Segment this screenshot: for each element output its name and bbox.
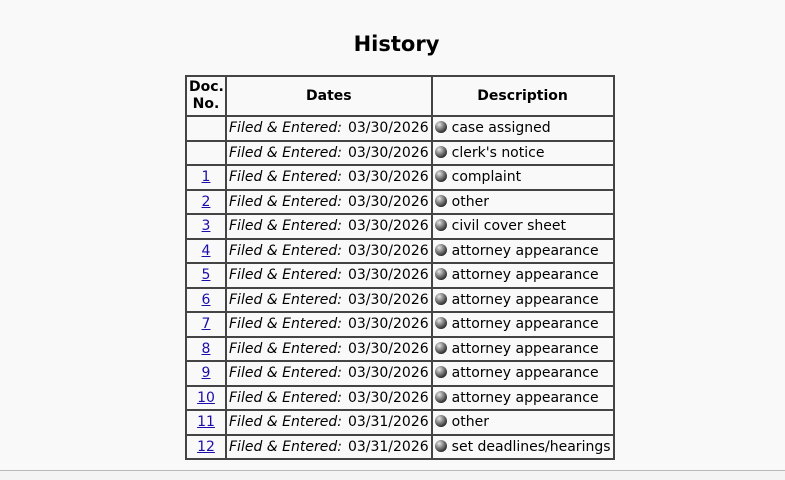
- dates-cell: [226, 263, 432, 288]
- document-link[interactable]: 6: [201, 291, 211, 308]
- page-title: History: [353, 32, 440, 56]
- filed-entered-label: Filed & Entered:: [229, 316, 342, 333]
- document-link[interactable]: 10: [197, 389, 215, 406]
- description-cell: [432, 337, 614, 362]
- description-text: attorney appearance: [451, 316, 599, 333]
- description-text: attorney appearance: [451, 291, 599, 308]
- dates-cell: [226, 141, 432, 166]
- description-cell: [432, 141, 614, 166]
- filed-date: 03/30/2026: [347, 291, 429, 308]
- description-text: attorney appearance: [451, 365, 599, 382]
- doc-no-cell: [186, 214, 226, 239]
- filed-entered-label: Filed & Entered:: [229, 340, 342, 357]
- description-cell: [432, 410, 614, 435]
- description-text: complaint: [451, 169, 522, 186]
- table-body: [186, 116, 614, 459]
- filed-entered-label: Filed & Entered:: [229, 120, 342, 137]
- sphere-bullet-icon: [435, 121, 447, 133]
- dates-cell: [226, 165, 432, 190]
- table-row: [186, 312, 614, 337]
- description-cell: [432, 288, 614, 313]
- description-cell: [432, 116, 614, 141]
- filed-date: 03/30/2026: [347, 267, 429, 284]
- description-cell: [432, 239, 614, 264]
- filed-date: 03/30/2026: [347, 169, 429, 186]
- filed-entered-label: Filed & Entered:: [229, 438, 342, 455]
- doc-no-cell: [186, 312, 226, 337]
- doc-no-cell: [186, 361, 226, 386]
- table-row: [186, 435, 614, 460]
- sphere-bullet-icon: [435, 219, 447, 231]
- filed-entered-label: Filed & Entered:: [229, 193, 342, 210]
- dates-cell: [226, 214, 432, 239]
- doc-no-cell: [186, 141, 226, 166]
- filed-date: 03/30/2026: [347, 389, 429, 406]
- table-header-row: [186, 76, 614, 116]
- table-row: [186, 386, 614, 411]
- filed-entered-label: Filed & Entered:: [229, 242, 342, 259]
- description-text: attorney appearance: [451, 242, 599, 259]
- filed-entered-label: Filed & Entered:: [229, 365, 342, 382]
- description-text: case assigned: [451, 120, 551, 137]
- description-cell: [432, 263, 614, 288]
- sphere-bullet-icon: [435, 268, 447, 280]
- sphere-bullet-icon: [435, 244, 447, 256]
- filed-date: 03/30/2026: [347, 365, 429, 382]
- description-text: other: [451, 414, 489, 431]
- doc-no-cell: [186, 435, 226, 460]
- sphere-bullet-icon: [435, 366, 447, 378]
- document-link[interactable]: 9: [201, 365, 211, 382]
- filed-date: 03/31/2026: [347, 438, 429, 455]
- filed-date: 03/30/2026: [347, 316, 429, 333]
- doc-no-cell: [186, 386, 226, 411]
- description-cell: [432, 190, 614, 215]
- description-cell: [432, 386, 614, 411]
- description-text: attorney appearance: [451, 267, 599, 284]
- sphere-bullet-icon: [435, 146, 447, 158]
- table-row: [186, 263, 614, 288]
- doc-no-cell: [186, 165, 226, 190]
- filed-date: 03/30/2026: [347, 193, 429, 210]
- doc-no-header-label: Doc. No.: [189, 79, 224, 112]
- document-link[interactable]: 7: [201, 316, 211, 333]
- doc-no-cell: [186, 263, 226, 288]
- sphere-bullet-icon: [435, 195, 447, 207]
- filed-entered-label: Filed & Entered:: [229, 267, 342, 284]
- doc-no-cell: [186, 410, 226, 435]
- dates-cell: [226, 288, 432, 313]
- filed-entered-label: Filed & Entered:: [229, 218, 342, 235]
- description-cell: [432, 312, 614, 337]
- doc-no-cell: [186, 288, 226, 313]
- doc-no-cell: [186, 337, 226, 362]
- filed-entered-label: Filed & Entered:: [229, 414, 342, 431]
- filed-date: 03/31/2026: [347, 414, 429, 431]
- document-link[interactable]: 5: [201, 267, 211, 284]
- filed-date: 03/30/2026: [347, 144, 429, 161]
- column-header-dates: Dates: [226, 76, 432, 116]
- table-row: [186, 239, 614, 264]
- filed-date: 03/30/2026: [347, 218, 429, 235]
- description-cell: [432, 214, 614, 239]
- history-table: [185, 75, 615, 460]
- table-row: [186, 361, 614, 386]
- filed-entered-label: Filed & Entered:: [229, 144, 342, 161]
- dates-cell: [226, 386, 432, 411]
- doc-no-cell: [186, 239, 226, 264]
- sphere-bullet-icon: [435, 170, 447, 182]
- document-link[interactable]: 3: [201, 218, 211, 235]
- table-row: [186, 141, 614, 166]
- table-row: [186, 288, 614, 313]
- filed-date: 03/30/2026: [347, 340, 429, 357]
- document-link[interactable]: 4: [201, 242, 211, 259]
- filed-date: 03/30/2026: [347, 120, 429, 137]
- column-header-doc-no: [186, 76, 226, 116]
- document-link[interactable]: 2: [201, 193, 211, 210]
- description-text: attorney appearance: [451, 389, 599, 406]
- sphere-bullet-icon: [435, 440, 447, 452]
- sphere-bullet-icon: [435, 293, 447, 305]
- sphere-bullet-icon: [435, 317, 447, 329]
- dates-cell: [226, 312, 432, 337]
- description-text: attorney appearance: [451, 340, 599, 357]
- description-text: clerk's notice: [451, 144, 545, 161]
- dates-cell: [226, 116, 432, 141]
- doc-no-cell: [186, 190, 226, 215]
- description-text: other: [451, 193, 489, 210]
- table-row: [186, 190, 614, 215]
- column-header-description: Description: [432, 76, 614, 116]
- document-link[interactable]: 8: [201, 340, 211, 357]
- dates-cell: [226, 410, 432, 435]
- table-row: [186, 116, 614, 141]
- dates-cell: [226, 337, 432, 362]
- doc-no-cell: [186, 116, 226, 141]
- filed-entered-label: Filed & Entered:: [229, 169, 342, 186]
- filed-entered-label: Filed & Entered:: [229, 389, 342, 406]
- description-cell: [432, 165, 614, 190]
- description-text: set deadlines/hearings: [451, 438, 611, 455]
- document-link[interactable]: 12: [197, 438, 215, 455]
- dates-cell: [226, 190, 432, 215]
- window-bottom-edge: [0, 470, 785, 480]
- table-row: [186, 214, 614, 239]
- filed-date: 03/30/2026: [347, 242, 429, 259]
- table-row: [186, 410, 614, 435]
- sphere-bullet-icon: [435, 342, 447, 354]
- document-link[interactable]: 1: [201, 169, 211, 186]
- dates-cell: [226, 239, 432, 264]
- description-cell: [432, 435, 614, 460]
- document-link[interactable]: 11: [197, 414, 215, 431]
- description-text: civil cover sheet: [451, 218, 567, 235]
- table-row: [186, 165, 614, 190]
- table-row: [186, 337, 614, 362]
- dates-cell: [226, 435, 432, 460]
- sphere-bullet-icon: [435, 391, 447, 403]
- dates-cell: [226, 361, 432, 386]
- filed-entered-label: Filed & Entered:: [229, 291, 342, 308]
- sphere-bullet-icon: [435, 415, 447, 427]
- description-cell: [432, 361, 614, 386]
